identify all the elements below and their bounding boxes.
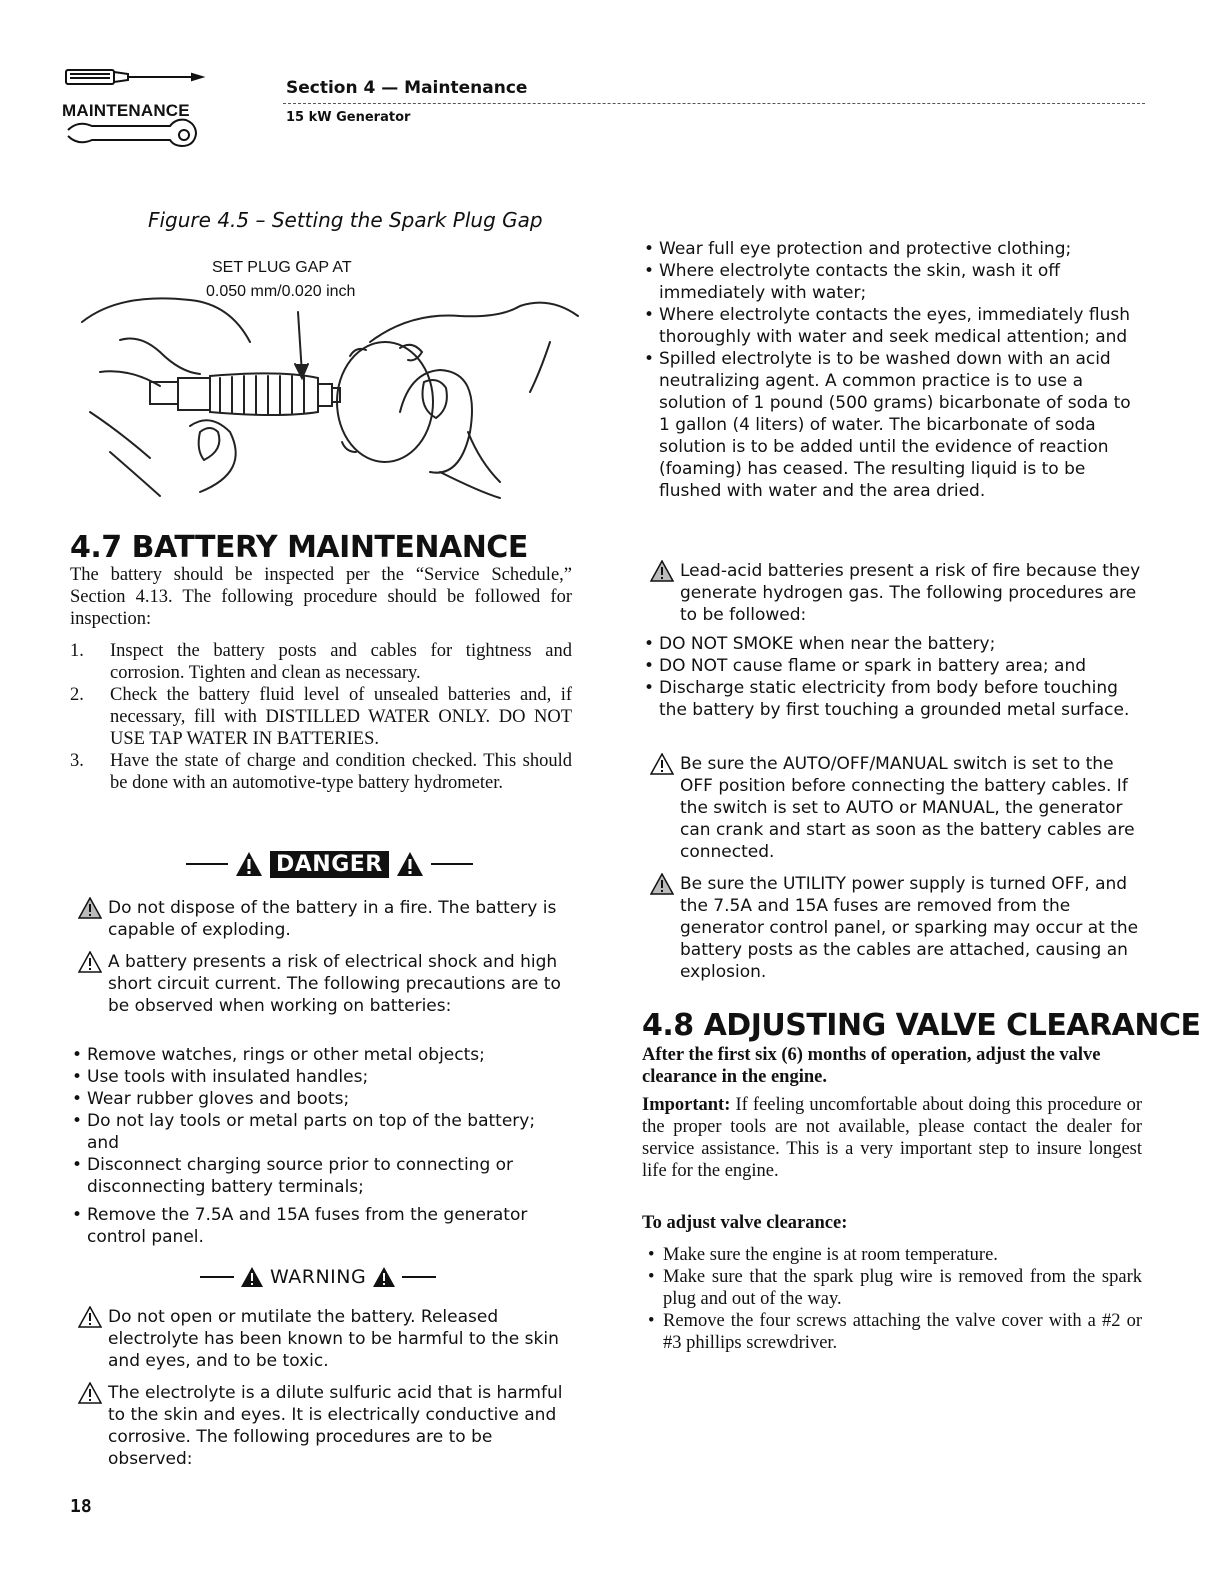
valve-steps <box>642 1244 1142 1354</box>
banner-rule <box>200 1276 234 1278</box>
page-number: 18 <box>70 1496 92 1517</box>
warning-note <box>108 1306 570 1372</box>
danger-note <box>108 951 570 1017</box>
banner-rule <box>431 863 473 865</box>
list-item <box>70 684 572 750</box>
logo-label: MAINTENANCE <box>62 101 190 120</box>
warning-label: WARNING <box>270 1266 367 1288</box>
danger-triangle-icon <box>395 850 425 878</box>
step-number: 3. <box>70 751 84 771</box>
banner-rule <box>186 863 228 865</box>
battery-steps <box>70 640 572 794</box>
list-item: • Wear full eye protection and protective clothing; <box>638 238 1143 260</box>
warning-note-text: The electrolyte is a dilute sulfuric acid that is harmful to the skin and eyes. It is electrically conductive and corrosive. The following procedures are to be observed: <box>108 1383 563 1469</box>
valve-subhead: To adjust valve clearance: <box>642 1213 848 1233</box>
danger-note <box>108 897 570 941</box>
step-text: Have the state of charge and condition checked. This should be done with an automotive-type battery hydrometer. <box>110 751 572 793</box>
list-item: • Remove watches, rings or other metal objects; <box>66 1044 571 1066</box>
header-divider <box>283 103 1145 104</box>
valve-lead: After the first six (6) months of operation, adjust the valve clearance in the engine. <box>642 1045 1101 1087</box>
danger-note-text: A battery presents a risk of electrical shock and high short circuit current. The following precautions are to be observed when working on batteries: <box>108 952 561 1016</box>
warning-note <box>680 753 1142 863</box>
section-title: Section 4 — Maintenance <box>286 78 528 98</box>
fire-precautions <box>638 633 1143 721</box>
banner-rule <box>402 1276 436 1278</box>
list-item <box>70 750 572 794</box>
warning-note <box>680 560 1142 626</box>
danger-notes <box>108 897 570 1017</box>
hazard-outline-icon <box>78 1306 102 1328</box>
electrolyte-procedures <box>638 238 1143 502</box>
list-item: • Disconnect charging source prior to connecting or disconnecting battery terminals; <box>66 1154 571 1198</box>
spark-plug-gap-illustration <box>80 282 580 504</box>
danger-triangle-icon <box>234 850 264 878</box>
list-item: • Make sure the engine is at room temperature. <box>642 1244 1142 1266</box>
warning-triangle-icon <box>240 1266 264 1288</box>
switch-note-text: Be sure the AUTO/OFF/MANUAL switch is set to the OFF position before connecting the battery cables. If the switch is set to AUTO or MANUAL, the generator can crank and start as soon as the battery cables are connected. <box>680 754 1135 862</box>
danger-banner <box>186 846 473 882</box>
list-item: • Spilled electrolyte is to be washed down with an acid neutralizing agent. A common practice is to use a solution of 1 pound (500 grams) bicarbonate of soda to 1 gallon (4 liters) of water. The bicarbonate of soda solution is to be added until the evidence of reaction (foaming) has ceased. The resulting liquid is to be flushed with water and the area dried. <box>638 348 1143 502</box>
figure-caption: Figure 4.5 – Setting the Spark Plug Gap <box>148 208 543 232</box>
hazard-outline-icon <box>78 1382 102 1404</box>
step-number: 2. <box>70 685 84 705</box>
hazard-shaded-icon <box>650 873 674 895</box>
valve-clearance-heading: 4.8 ADJUSTING VALVE CLEARANCE <box>642 1008 1201 1043</box>
lead-acid-note <box>680 560 1142 626</box>
list-item: • Do not lay tools or metal parts on top of the battery; and <box>66 1110 571 1154</box>
page-subtitle: 15 kW Generator <box>286 110 411 125</box>
hazard-shaded-icon <box>650 560 674 582</box>
step-number: 1. <box>70 641 84 661</box>
utility-note-text: Be sure the UTILITY power supply is turned OFF, and the 7.5A and 15A fuses are removed from the generator control panel, or sparking may occur at the battery posts as the cables are attached, causing an explosion. <box>680 874 1139 982</box>
list-item: • Discharge static electricity from body before touching the battery by first touching a grounded metal surface. <box>638 677 1143 721</box>
warning-banner <box>200 1262 436 1292</box>
warning-note-text: Do not open or mutilate the battery. Released electrolyte has been known to be harmful to the skin and eyes, and to be toxic. <box>108 1307 559 1371</box>
list-item: • DO NOT SMOKE when near the battery; <box>638 633 1143 655</box>
hazard-outline-icon <box>650 753 674 775</box>
figure-label-line2: 0.050 mm/0.020 inch <box>206 283 356 300</box>
battery-precautions <box>66 1044 571 1248</box>
danger-label: DANGER <box>270 851 389 878</box>
list-item: • Wear rubber gloves and boots; <box>66 1088 571 1110</box>
battery-intro: The battery should be inspected per the “Service Schedule,” Section 4.13. The following procedure should be followed for inspection: <box>70 565 572 629</box>
important-label: Important: <box>642 1095 731 1115</box>
list-item: • Remove the 7.5A and 15A fuses from the generator control panel. <box>66 1204 571 1248</box>
warning-triangle-icon <box>372 1266 396 1288</box>
danger-note <box>680 873 1142 983</box>
warning-notes <box>108 1306 570 1470</box>
valve-important <box>642 1094 1142 1182</box>
warning-note <box>108 1382 570 1470</box>
important-text: If feeling uncomfortable about doing this procedure or the proper tools are not available, please contact the dealer for service assistance. This is a very important step to insure longest life for the engine. <box>642 1095 1142 1181</box>
list-item: • Use tools with insulated handles; <box>66 1066 571 1088</box>
figure-label-line1: SET PLUG GAP AT <box>212 259 352 276</box>
list-item: • Where electrolyte contacts the eyes, immediately flush thoroughly with water and seek medical attention; and <box>638 304 1143 348</box>
hazard-shaded-icon <box>78 897 102 919</box>
lead-acid-text: Lead-acid batteries present a risk of fire because they generate hydrogen gas. The following procedures are to be followed: <box>680 561 1141 625</box>
list-item: • Make sure that the spark plug wire is removed from the spark plug and out of the way. <box>642 1266 1142 1310</box>
battery-maintenance-heading: 4.7 BATTERY MAINTENANCE <box>70 530 528 565</box>
list-item <box>70 640 572 684</box>
danger-note-text: Do not dispose of the battery in a fire. The battery is capable of exploding. <box>108 898 557 940</box>
list-item: • DO NOT cause flame or spark in battery area; and <box>638 655 1143 677</box>
hazard-outline-icon <box>78 951 102 973</box>
list-item: • Remove the four screws attaching the valve cover with a #2 or #3 phillips screwdriver. <box>642 1310 1142 1354</box>
utility-note <box>680 873 1142 983</box>
step-text: Inspect the battery posts and cables for tightness and corrosion. Tighten and clean as necessary. <box>110 641 572 683</box>
list-item: • Where electrolyte contacts the skin, wash it off immediately with water; <box>638 260 1143 304</box>
switch-note <box>680 753 1142 863</box>
step-text: Check the battery fluid level of unsealed batteries and, if necessary, fill with DISTILLED WATER ONLY. DO NOT USE TAP WATER IN BATTERIES. <box>110 685 572 749</box>
